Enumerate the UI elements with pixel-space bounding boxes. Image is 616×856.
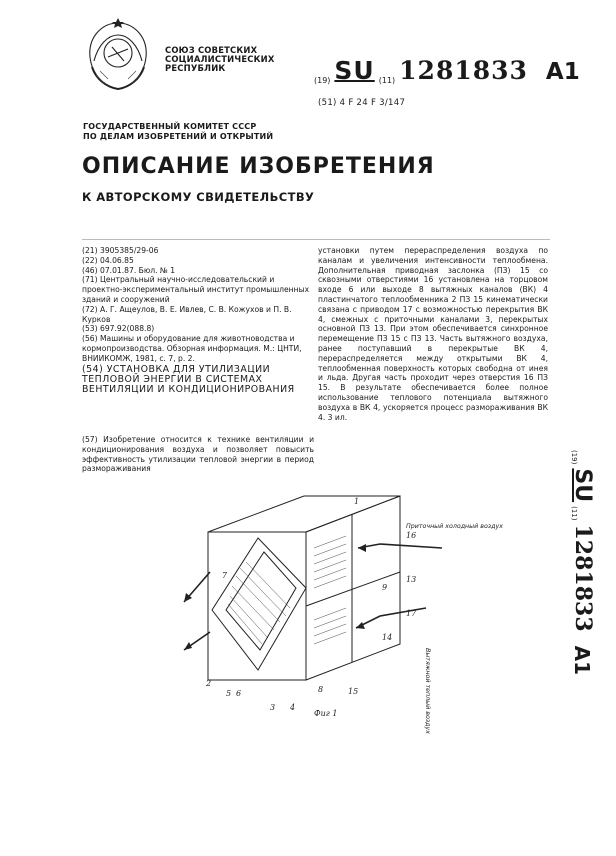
committee-line: ГОСУДАРСТВЕННЫЙ КОМИТЕТ СССР: [83, 122, 257, 131]
country-code: SU: [334, 56, 375, 85]
callout-16: 16: [406, 531, 417, 540]
code-11: (11): [378, 76, 396, 85]
callout-17: 17: [406, 609, 417, 618]
callout-9: 9: [382, 583, 388, 592]
union-name-line: РЕСПУБЛИК: [165, 63, 226, 74]
document-subtitle: К АВТОРСКОМУ СВИДЕТЕЛЬСТВУ: [82, 190, 315, 204]
callout-8: 8: [318, 685, 324, 694]
side-code-19: (19): [570, 450, 578, 465]
union-name-line: СОЦИАЛИСТИЧЕСКИХ: [165, 54, 275, 65]
field-54-title: (54) УСТАНОВКА ДЛЯ УТИЛИЗАЦИИ ТЕПЛОВОЙ ЭНЕРГИИ В СИСТЕМАХ ВЕНТИЛЯЦИИ И КОНДИЦИОНИРОВАНИЯ: [82, 363, 295, 395]
figure-caption: Фиг 1: [314, 709, 338, 718]
exhaust-air-label: Вытяжной теплый воздух: [424, 648, 431, 734]
abstract-start: (57) Изобретение относится к технике вентиляции и кондиционирования воздуха и позволяет повысить эффективность утилизации тепловой энергии в период размораживания: [82, 435, 314, 474]
code-19: (19): [314, 76, 331, 85]
field-72: (72) А. Г. Ащеулов, В. Е. Ивлев, С. В. Кожухов и П. В. Курков: [82, 304, 292, 324]
union-name: [165, 46, 275, 74]
callout-3: 3: [270, 703, 276, 712]
committee-line: ПО ДЕЛАМ ИЗОБРЕТЕНИЙ И ОТКРЫТИЙ: [83, 132, 274, 141]
side-country: SU: [570, 468, 595, 503]
ipc-classification: (51) 4 F 24 F 3/147: [318, 98, 406, 108]
callout-2: 2: [206, 679, 212, 688]
supply-air-label: Приточный холодный воздух: [406, 523, 503, 530]
side-patent-label: [548, 450, 594, 700]
svg-text:Приточный холодный воздух: [406, 523, 503, 530]
callout-15: 15: [348, 687, 359, 696]
svg-text:Вытяжной теплый воздух: [424, 648, 431, 734]
field-22: (22) 04.06.85: [82, 255, 134, 265]
document-title: ОПИСАНИЕ ИЗОБРЕТЕНИЯ: [82, 154, 435, 179]
ussr-emblem-icon: [82, 17, 154, 95]
callout-13: 13: [406, 575, 417, 584]
field-56: (56) Машины и оборудование для животноводства и кормопроизводства. Обзорная информация. М.: ЦНТИ, ВНИИКОМЖ, 1981, с. 7, р. 2.: [82, 334, 302, 363]
callout-4: 4: [290, 703, 296, 712]
callout-6: 6: [236, 689, 242, 698]
figure-1-drawing: [180, 490, 503, 734]
field-71: (71) Центральный научно-исследовательский и проектно-экспериментальный институт промышленных зданий и сооружений: [82, 275, 310, 304]
callout-7: 7: [222, 571, 228, 580]
side-number: 1281833: [570, 524, 596, 632]
document-kind: A1: [545, 59, 580, 85]
bibliographic-data: [82, 246, 314, 395]
divider: [82, 239, 550, 240]
side-code-11: (11): [570, 506, 578, 521]
callout-5: 5: [226, 689, 232, 698]
field-21: (21) 3905385/29-06: [82, 246, 159, 255]
union-name-line: СОЮЗ СОВЕТСКИХ: [165, 45, 258, 55]
committee: [83, 122, 273, 142]
patent-number: 1281833: [399, 56, 528, 85]
callout-1: 1: [354, 497, 360, 506]
publication-number: [314, 56, 580, 85]
field-53: (53) 697.92(088.8): [82, 324, 155, 334]
side-kind: A1: [570, 645, 594, 676]
abstract-continuation: установки путем перераспределения воздуха по каналам и увеличения интенсивности теплообмена. Дополнительная приводная заслонка (ПЗ) 15 со сквозными отверстиями 16 установлена на торцовом входе 6 или выходе 8 вытяжных каналов (ВК) 4 пластинчатого теплообменника 2 ПЗ 15 кинематически связана с приводом 17 с возможностью перекрытия ВК 4, смежных с приточными каналами 3, перекрытых основной ПЗ 13. При этом обеспечивается синхронное перемещение ПЗ 15 с ПЗ 13. Часть вытяжного воздуха, ранее поступавший в перекрытые ВК 4, перераспределяется между открытыми ВК 4, теплообменная поверхность которых свободна от инея и льда. Другая часть проходит через отверстия 16 ПЗ 15. В результате обеспечивается более полное использование теплового потенциала вытяжного воздуха в ВК 4, ускоряется процесс размораживания ВК 4. 3 ил.: [318, 246, 548, 422]
field-46: (46) 07.01.87. Бюл. № 1: [82, 265, 176, 275]
callout-14: 14: [382, 633, 393, 642]
